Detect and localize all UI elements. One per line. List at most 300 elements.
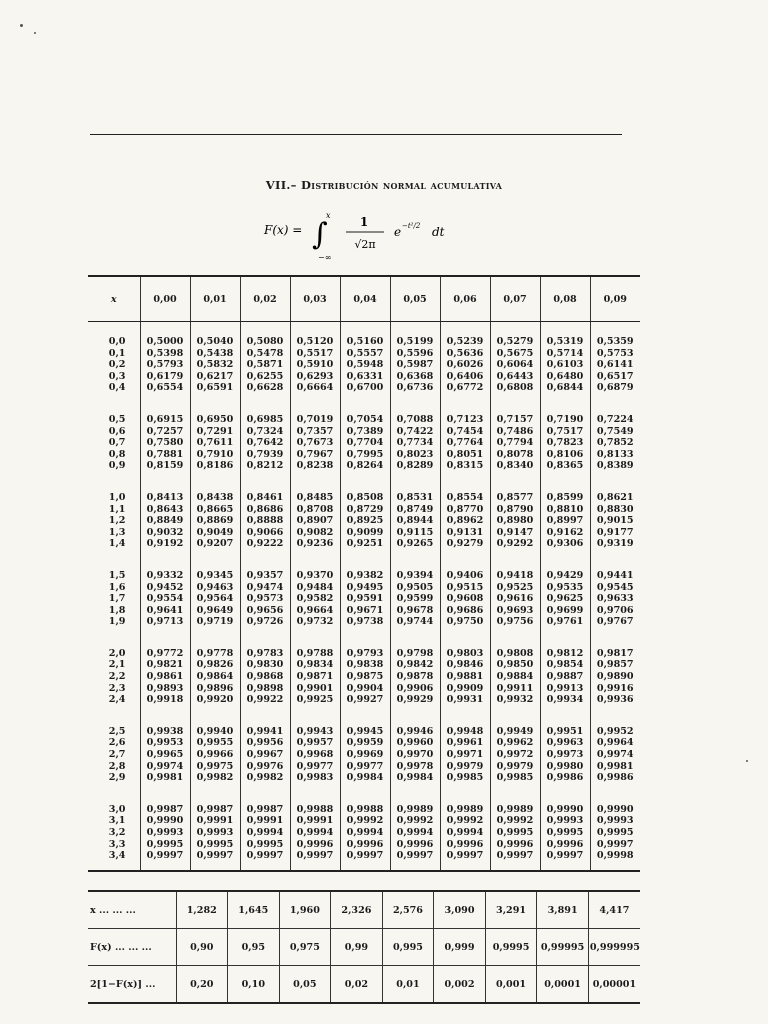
table-cell: 0,9989 bbox=[396, 803, 434, 815]
table-cell: 0,5636 bbox=[446, 347, 484, 359]
table-cell-column bbox=[540, 394, 590, 472]
table-cell-column bbox=[290, 784, 340, 871]
row-x-value: 1,6 bbox=[108, 581, 126, 593]
table-cell-column bbox=[440, 784, 490, 871]
table-cell: 0,8962 bbox=[446, 515, 484, 527]
table-cell-column bbox=[440, 322, 490, 394]
column-header: 0,07 bbox=[490, 276, 540, 322]
table-cell: 0,9406 bbox=[446, 569, 484, 581]
table-cell-column bbox=[140, 628, 190, 706]
quantile-table-grid bbox=[88, 890, 640, 1004]
table-cell: 0,9890 bbox=[596, 671, 634, 683]
quantile-cell: 0,975 bbox=[279, 929, 331, 966]
table-cell: 0,9474 bbox=[246, 581, 284, 593]
table-cell: 0,7291 bbox=[196, 425, 234, 437]
table-cell: 0,8485 bbox=[296, 491, 334, 503]
table-cell: 0,9906 bbox=[396, 682, 434, 694]
table-cell: 0,9222 bbox=[246, 538, 284, 550]
scan-speck bbox=[746, 760, 748, 762]
table-cell: 0,9996 bbox=[496, 838, 534, 850]
table-cell: 0,9972 bbox=[496, 749, 534, 761]
quantile-cell: 2,576 bbox=[382, 891, 434, 929]
row-x-value: 2,2 bbox=[108, 671, 126, 683]
table-cell: 0,5596 bbox=[396, 347, 434, 359]
table-cell: 0,9997 bbox=[296, 850, 334, 862]
row-x-value: 2,9 bbox=[108, 772, 126, 784]
quantile-cell: 0,90 bbox=[176, 929, 228, 966]
table-cell: 0,6406 bbox=[446, 370, 484, 382]
table-cell: 0,9992 bbox=[346, 815, 384, 827]
row-x-values bbox=[88, 784, 140, 871]
row-x-value: 2,0 bbox=[108, 647, 126, 659]
table-cell: 0,9625 bbox=[546, 593, 584, 605]
table-cell: 0,8531 bbox=[396, 491, 434, 503]
quantile-cell: 0,002 bbox=[434, 966, 486, 1004]
top-rule bbox=[90, 134, 622, 135]
fraction-denominator: √2π bbox=[354, 238, 376, 251]
table-cell: 0,8770 bbox=[446, 503, 484, 515]
table-cell: 0,5239 bbox=[446, 336, 484, 347]
table-cell-column bbox=[440, 394, 490, 472]
table-cell: 0,9995 bbox=[246, 838, 284, 850]
table-cell: 0,9987 bbox=[196, 803, 234, 815]
quantile-cell: 0,999 bbox=[434, 929, 486, 966]
table-cell: 0,9772 bbox=[146, 647, 184, 659]
table-cell: 0,5832 bbox=[196, 359, 234, 371]
table-cell: 0,9881 bbox=[446, 671, 484, 683]
table-cell: 0,9394 bbox=[396, 569, 434, 581]
table-cell: 0,6255 bbox=[246, 370, 284, 382]
table-cell: 0,9429 bbox=[546, 569, 584, 581]
table-cell: 0,9015 bbox=[596, 515, 634, 527]
table-cell: 0,9974 bbox=[596, 749, 634, 761]
row-x-value: 0,1 bbox=[108, 347, 126, 359]
table-cell-column bbox=[590, 706, 640, 784]
table-cell: 0,9909 bbox=[446, 682, 484, 694]
table-cell: 0,5987 bbox=[396, 359, 434, 371]
table-cell: 0,9649 bbox=[196, 604, 234, 616]
table-cell-column bbox=[190, 322, 240, 394]
table-cell: 0,7764 bbox=[446, 437, 484, 449]
table-row-group bbox=[88, 394, 640, 472]
table-cell: 0,8051 bbox=[446, 448, 484, 460]
table-cell: 0,8577 bbox=[496, 491, 534, 503]
table-cell: 0,9960 bbox=[396, 737, 434, 749]
table-cell: 0,9920 bbox=[196, 694, 234, 706]
quantile-row bbox=[88, 891, 640, 929]
column-header: 0,01 bbox=[190, 276, 240, 322]
table-cell: 0,9977 bbox=[296, 760, 334, 772]
table-cell: 0,9988 bbox=[296, 803, 334, 815]
table-cell: 0,7422 bbox=[396, 425, 434, 437]
table-cell-column bbox=[490, 784, 540, 871]
table-cell-column bbox=[240, 472, 290, 550]
table-cell: 0,9998 bbox=[596, 850, 634, 862]
row-x-value: 2,3 bbox=[108, 682, 126, 694]
table-cell: 0,9535 bbox=[546, 581, 584, 593]
table-cell: 0,5557 bbox=[346, 347, 384, 359]
table-cell-column bbox=[440, 472, 490, 550]
table-cell: 0,9997 bbox=[346, 850, 384, 862]
table-cell-column bbox=[240, 706, 290, 784]
table-cell: 0,9981 bbox=[146, 772, 184, 784]
table-cell: 0,9719 bbox=[196, 616, 234, 628]
quantile-cell: 0,01 bbox=[382, 966, 434, 1004]
table-cell: 0,9573 bbox=[246, 593, 284, 605]
table-cell: 0,7019 bbox=[296, 413, 334, 425]
formula bbox=[262, 208, 502, 262]
row-x-value: 0,2 bbox=[108, 359, 126, 371]
row-x-value: 1,2 bbox=[108, 515, 126, 527]
table-cell: 0,9967 bbox=[246, 749, 284, 761]
table-cell-column bbox=[290, 472, 340, 550]
table-cell: 0,8599 bbox=[546, 491, 584, 503]
table-cell-column bbox=[340, 628, 390, 706]
table-cell: 0,9966 bbox=[196, 749, 234, 761]
quantile-cell: 0,20 bbox=[176, 966, 228, 1004]
table-cell: 0,9821 bbox=[146, 659, 184, 671]
table-body bbox=[88, 322, 640, 871]
table-cell: 0,8997 bbox=[546, 515, 584, 527]
table-cell: 0,8888 bbox=[246, 515, 284, 527]
table-cell: 0,9995 bbox=[596, 827, 634, 838]
table-cell-column bbox=[340, 472, 390, 550]
integral-upper-limit: x bbox=[326, 211, 331, 220]
table-cell: 0,9854 bbox=[546, 659, 584, 671]
table-cell: 0,9345 bbox=[196, 569, 234, 581]
table-cell: 0,9857 bbox=[596, 659, 634, 671]
column-header: 0,09 bbox=[590, 276, 640, 322]
table-cell: 0,9971 bbox=[446, 749, 484, 761]
table-cell: 0,9996 bbox=[396, 838, 434, 850]
table-cell: 0,7910 bbox=[196, 448, 234, 460]
formula-lhs: F(x) = bbox=[264, 223, 303, 237]
quantile-row-label: F(x) ... ... ... bbox=[88, 929, 176, 966]
row-x-value: 1,4 bbox=[108, 538, 126, 550]
table-cell: 0,9834 bbox=[296, 659, 334, 671]
table-cell: 0,9996 bbox=[446, 838, 484, 850]
table-cell: 0,9985 bbox=[446, 772, 484, 784]
table-cell: 0,5871 bbox=[246, 359, 284, 371]
table-cell: 0,9599 bbox=[396, 593, 434, 605]
table-cell: 0,9955 bbox=[196, 737, 234, 749]
table-cell: 0,9732 bbox=[296, 616, 334, 628]
table-cell-column bbox=[140, 550, 190, 628]
table-cell: 0,9162 bbox=[546, 526, 584, 538]
quantile-cell: 2,326 bbox=[331, 891, 383, 929]
table-cell: 0,9981 bbox=[596, 760, 634, 772]
table-cell: 0,9961 bbox=[446, 737, 484, 749]
table-cell: 0,9236 bbox=[296, 538, 334, 550]
table-cell: 0,6443 bbox=[496, 370, 534, 382]
table-cell: 0,9938 bbox=[146, 725, 184, 737]
table-cell-column bbox=[290, 706, 340, 784]
table-cell: 0,9884 bbox=[496, 671, 534, 683]
table-cell: 0,9207 bbox=[196, 538, 234, 550]
table-cell: 0,8790 bbox=[496, 503, 534, 515]
table-cell-column bbox=[290, 322, 340, 394]
table-cell: 0,9726 bbox=[246, 616, 284, 628]
table-cell: 0,6808 bbox=[496, 382, 534, 394]
table-cell: 0,9991 bbox=[196, 815, 234, 827]
table-cell-column bbox=[190, 550, 240, 628]
table-cell: 0,9973 bbox=[546, 749, 584, 761]
table-cell: 0,9948 bbox=[446, 725, 484, 737]
row-x-value: 1,7 bbox=[108, 593, 126, 605]
quantile-table bbox=[88, 890, 640, 1004]
table-cell-column bbox=[140, 706, 190, 784]
table-cell: 0,9959 bbox=[346, 737, 384, 749]
table-cell-column bbox=[490, 550, 540, 628]
row-x-value: 0,4 bbox=[108, 382, 126, 394]
table-cell: 0,8849 bbox=[146, 515, 184, 527]
table-cell: 0,9965 bbox=[146, 749, 184, 761]
table-cell: 0,5753 bbox=[596, 347, 634, 359]
row-x-values bbox=[88, 322, 140, 394]
normal-table bbox=[88, 275, 640, 872]
table-cell: 0,9279 bbox=[446, 538, 484, 550]
table-cell: 0,6664 bbox=[296, 382, 334, 394]
column-header: 0,05 bbox=[390, 276, 440, 322]
table-cell: 0,9306 bbox=[546, 538, 584, 550]
table-cell: 0,9989 bbox=[496, 803, 534, 815]
table-cell-column bbox=[590, 394, 640, 472]
table-cell: 0,8212 bbox=[246, 460, 284, 472]
table-cell: 0,9979 bbox=[446, 760, 484, 772]
table-cell: 0,5199 bbox=[396, 336, 434, 347]
table-cell: 0,9994 bbox=[296, 827, 334, 838]
table-cell: 0,8238 bbox=[296, 460, 334, 472]
table-cell: 0,9484 bbox=[296, 581, 334, 593]
row-x-values bbox=[88, 628, 140, 706]
table-cell: 0,9875 bbox=[346, 671, 384, 683]
table-cell: 0,9993 bbox=[596, 815, 634, 827]
table-cell: 0,8944 bbox=[396, 515, 434, 527]
quantile-cell: 0,99995 bbox=[537, 929, 589, 966]
table-cell: 0,9989 bbox=[446, 803, 484, 815]
quantile-cell: 1,960 bbox=[279, 891, 331, 929]
table-cell: 0,7088 bbox=[396, 413, 434, 425]
table-cell: 0,9993 bbox=[146, 827, 184, 838]
table-cell: 0,8869 bbox=[196, 515, 234, 527]
table-cell-column bbox=[140, 472, 190, 550]
quantile-table-body bbox=[88, 891, 640, 1003]
table-cell: 0,8907 bbox=[296, 515, 334, 527]
table-cell: 0,9699 bbox=[546, 604, 584, 616]
table-cell: 0,9997 bbox=[546, 850, 584, 862]
table-cell: 0,9864 bbox=[196, 671, 234, 683]
table-cell: 0,5910 bbox=[296, 359, 334, 371]
table-cell: 0,8106 bbox=[546, 448, 584, 460]
table-cell: 0,9984 bbox=[346, 772, 384, 784]
table-cell: 0,9931 bbox=[446, 694, 484, 706]
table-cell: 0,9495 bbox=[346, 581, 384, 593]
table-cell: 0,9936 bbox=[596, 694, 634, 706]
row-x-value: 2,1 bbox=[108, 659, 126, 671]
table-cell: 0,7580 bbox=[146, 437, 184, 449]
quantile-cell: 0,995 bbox=[382, 929, 434, 966]
row-x-value: 0,7 bbox=[108, 437, 126, 449]
table-cell: 0,9898 bbox=[246, 682, 284, 694]
table-cell: 0,9564 bbox=[196, 593, 234, 605]
quantile-cell: 0,0001 bbox=[537, 966, 589, 1004]
table-cell: 0,9131 bbox=[446, 526, 484, 538]
quantile-row bbox=[88, 966, 640, 1004]
table-cell: 0,9946 bbox=[396, 725, 434, 737]
table-cell: 0,9370 bbox=[296, 569, 334, 581]
table-cell: 0,7642 bbox=[246, 437, 284, 449]
table-cell: 0,7794 bbox=[496, 437, 534, 449]
table-cell: 0,9826 bbox=[196, 659, 234, 671]
integral-lower-limit: −∞ bbox=[318, 253, 332, 262]
row-x-value: 3,2 bbox=[108, 827, 126, 838]
table-cell-column bbox=[190, 394, 240, 472]
table-cell: 0,5398 bbox=[146, 347, 184, 359]
table-cell-column bbox=[390, 706, 440, 784]
table-cell: 0,9082 bbox=[296, 526, 334, 538]
table-cell: 0,9842 bbox=[396, 659, 434, 671]
table-cell: 0,9887 bbox=[546, 671, 584, 683]
table-cell: 0,7157 bbox=[496, 413, 534, 425]
table-cell: 0,9968 bbox=[296, 749, 334, 761]
table-cell: 0,7517 bbox=[546, 425, 584, 437]
table-cell-column bbox=[590, 628, 640, 706]
table-cell: 0,9996 bbox=[296, 838, 334, 850]
table-cell: 0,5080 bbox=[246, 336, 284, 347]
table-cell: 0,7734 bbox=[396, 437, 434, 449]
column-header: 0,06 bbox=[440, 276, 490, 322]
table-cell: 0,9515 bbox=[446, 581, 484, 593]
quantile-cell: 0,95 bbox=[228, 929, 280, 966]
scan-speck bbox=[34, 32, 36, 34]
row-x-value: 3,1 bbox=[108, 815, 126, 827]
table-cell: 0,9913 bbox=[546, 682, 584, 694]
table-cell: 0,6293 bbox=[296, 370, 334, 382]
table-cell: 0,5359 bbox=[596, 336, 634, 347]
table-cell: 0,9997 bbox=[246, 850, 284, 862]
table-cell: 0,9756 bbox=[496, 616, 534, 628]
quantile-cell: 0,001 bbox=[485, 966, 537, 1004]
table-cell: 0,9997 bbox=[446, 850, 484, 862]
table-cell: 0,8665 bbox=[196, 503, 234, 515]
row-x-value: 0,3 bbox=[108, 370, 126, 382]
table-cell: 0,9357 bbox=[246, 569, 284, 581]
table-cell: 0,9978 bbox=[396, 760, 434, 772]
table-cell-column bbox=[240, 322, 290, 394]
table-cell: 0,9991 bbox=[246, 815, 284, 827]
table-cell: 0,9991 bbox=[296, 815, 334, 827]
table-cell: 0,9693 bbox=[496, 604, 534, 616]
table-cell-column bbox=[190, 784, 240, 871]
quantile-row-label: x ... ... ... bbox=[88, 891, 176, 929]
table-cell: 0,8729 bbox=[346, 503, 384, 515]
table-cell: 0,5948 bbox=[346, 359, 384, 371]
table-cell: 0,9943 bbox=[296, 725, 334, 737]
table-cell: 0,9987 bbox=[246, 803, 284, 815]
table-cell: 0,9099 bbox=[346, 526, 384, 538]
table-cell: 0,5793 bbox=[146, 359, 184, 371]
row-x-values bbox=[88, 706, 140, 784]
table-cell: 0,6331 bbox=[346, 370, 384, 382]
table-cell: 0,7324 bbox=[246, 425, 284, 437]
table-cell: 0,9963 bbox=[546, 737, 584, 749]
table-cell: 0,9996 bbox=[346, 838, 384, 850]
table-cell: 0,9706 bbox=[596, 604, 634, 616]
table-cell: 0,9871 bbox=[296, 671, 334, 683]
table-cell: 0,9817 bbox=[596, 647, 634, 659]
table-cell: 0,8159 bbox=[146, 460, 184, 472]
table-cell: 0,8686 bbox=[246, 503, 284, 515]
table-cell: 0,6628 bbox=[246, 382, 284, 394]
table-cell-column bbox=[540, 706, 590, 784]
table-cell: 0,6064 bbox=[496, 359, 534, 371]
table-cell: 0,7054 bbox=[346, 413, 384, 425]
table-row-group bbox=[88, 706, 640, 784]
fraction-numerator: 1 bbox=[359, 215, 369, 229]
table-cell-column bbox=[340, 706, 390, 784]
table-cell: 0,9922 bbox=[246, 694, 284, 706]
table-cell: 0,9953 bbox=[146, 737, 184, 749]
table-cell: 0,9927 bbox=[346, 694, 384, 706]
table-cell: 0,9591 bbox=[346, 593, 384, 605]
table-cell: 0,9929 bbox=[396, 694, 434, 706]
table-cell: 0,7389 bbox=[346, 425, 384, 437]
table-cell: 0,9982 bbox=[246, 772, 284, 784]
table-cell: 0,7123 bbox=[446, 413, 484, 425]
table-cell-column bbox=[240, 550, 290, 628]
table-cell: 0,6700 bbox=[346, 382, 384, 394]
table-cell: 0,9901 bbox=[296, 682, 334, 694]
table-cell: 0,7224 bbox=[596, 413, 634, 425]
table-cell: 0,7995 bbox=[346, 448, 384, 460]
table-cell: 0,9798 bbox=[396, 647, 434, 659]
quantile-cell: 3,291 bbox=[485, 891, 537, 929]
table-cell: 0,8643 bbox=[146, 503, 184, 515]
table-cell: 0,9192 bbox=[146, 538, 184, 550]
table-header-row bbox=[88, 276, 640, 322]
table-cell-column bbox=[540, 628, 590, 706]
table-cell: 0,9251 bbox=[346, 538, 384, 550]
table-cell: 0,9957 bbox=[296, 737, 334, 749]
column-header-x: x bbox=[88, 276, 140, 322]
table-cell: 0,7257 bbox=[146, 425, 184, 437]
table-cell: 0,9332 bbox=[146, 569, 184, 581]
table-cell: 0,9505 bbox=[396, 581, 434, 593]
table-cell-column bbox=[240, 628, 290, 706]
table-cell: 0,6772 bbox=[446, 382, 484, 394]
table-cell: 0,6141 bbox=[596, 359, 634, 371]
table-cell: 0,9868 bbox=[246, 671, 284, 683]
table-cell: 0,7486 bbox=[496, 425, 534, 437]
table-cell: 0,9671 bbox=[346, 604, 384, 616]
table-cell: 0,6480 bbox=[546, 370, 584, 382]
table-cell: 0,8023 bbox=[396, 448, 434, 460]
table-cell: 0,9713 bbox=[146, 616, 184, 628]
table-cell: 0,9115 bbox=[396, 526, 434, 538]
table-row-group bbox=[88, 628, 640, 706]
table-cell: 0,9545 bbox=[596, 581, 634, 593]
table-cell: 0,8554 bbox=[446, 491, 484, 503]
table-cell: 0,9678 bbox=[396, 604, 434, 616]
table-cell: 0,9918 bbox=[146, 694, 184, 706]
table-cell-column bbox=[390, 784, 440, 871]
table-cell: 0,9992 bbox=[446, 815, 484, 827]
table-row-group bbox=[88, 322, 640, 394]
table-cell: 0,6844 bbox=[546, 382, 584, 394]
table-cell: 0,9995 bbox=[196, 838, 234, 850]
table-cell: 0,9767 bbox=[596, 616, 634, 628]
quantile-cell: 0,10 bbox=[228, 966, 280, 1004]
